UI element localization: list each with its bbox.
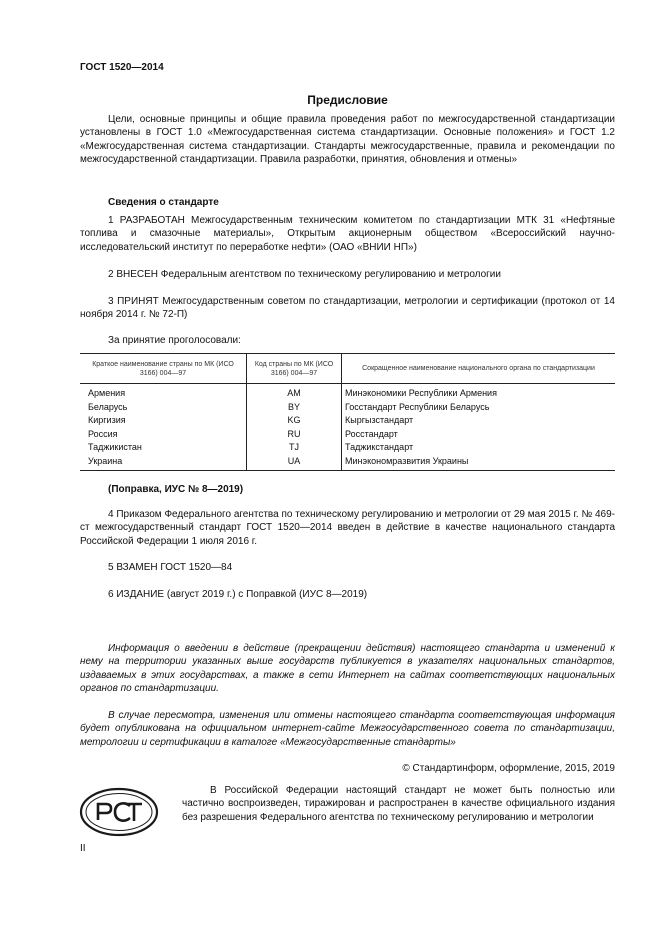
country-cell: Беларусь [88, 401, 128, 412]
table-row [80, 414, 615, 428]
rst-certification-mark-icon [78, 786, 160, 843]
table-header-country: Краткое наименование страны по МК (ИСО 3166) 004—97 [80, 354, 247, 384]
table-row [80, 428, 615, 442]
authority-cell: Росстандарт [342, 428, 616, 442]
item-1: 1 РАЗРАБОТАН Межгосударственным техническим комитетом по стандартизации МТК 31 «Нефтяные топлива и смазочные материалы», Открытым акционерным обществом «Всероссийский научно-исследовательский институт по переработке нефти» (ОАО «ВНИИ НП») [80, 215, 615, 253]
table-row [80, 455, 615, 471]
table-header-code: Код страны по МК (ИСО 3166) 004—97 [247, 354, 342, 384]
item-2: 2 ВНЕСЕН Федеральным агентством по техническому регулированию и метрологии [108, 269, 501, 280]
country-cell: Украина [80, 455, 247, 471]
table-header-authority: Сокращенное наименование национального органа по стандартизации [342, 354, 616, 384]
code-cell: TJ [247, 441, 342, 455]
country-cell: Киргизия [88, 415, 126, 425]
countries-table [80, 353, 615, 471]
amendment-note: (Поправка, ИУС № 8—2019) [108, 484, 244, 495]
item-5: 5 ВЗАМЕН ГОСТ 1520—84 [108, 562, 233, 573]
code-cell: UA [247, 455, 342, 471]
section-subheading: Сведения о стандарте [108, 197, 219, 208]
table-row [80, 441, 615, 455]
code-cell: BY [247, 401, 342, 415]
authority-cell: Таджикстандарт [342, 441, 616, 455]
table-header-row [80, 354, 615, 384]
code-cell: RU [247, 428, 342, 442]
item-3: 3 ПРИНЯТ Межгосударственным советом по стандартизации, метрологии и сертификации (протокол от 14 ноября 2014 г. № 72-П) [80, 296, 615, 321]
info-paragraph-1: Информация о введении в действие (прекращении действия) настоящего стандарта и изменений к нему на территории указанных выше государств публикуется в указателях национальных стандартов, издаваемых в этих государствах, а также в сети Интернет на сайтах соответствующих национальных органов по стандартизации. [80, 643, 615, 695]
authority-cell: Минэкономразвития Украины [342, 455, 616, 471]
page-number: II [80, 843, 86, 854]
info-paragraph-2: В случае пересмотра, изменения или отмены настоящего стандарта соответствующая информация будет опубликована на официальном интернет-сайте Межгосударственного совета по стандартизации, метрологии и сертификации в каталоге «Межгосударственные стандарты» [80, 710, 615, 748]
authority-cell: Минэкономики Республики Армения [342, 384, 616, 401]
country-cell: Таджикистан [88, 442, 142, 452]
voted-label: За принятие проголосовали: [108, 335, 241, 346]
page-title: Предисловие [307, 93, 388, 107]
copyright-line: © Стандартинформ, оформление, 2015, 2019 [402, 763, 615, 774]
authority-cell: Кыргызстандарт [342, 414, 616, 428]
reproduction-notice: В Российской Федерации настоящий стандарт не может быть полностью или частично воспроизведен, тиражирован и распространен в качестве официального издания без разрешения Федерального агентства по техническому регулированию и метрологии [182, 785, 615, 823]
table-row [80, 384, 615, 401]
item-4: 4 Приказом Федерального агентства по техническому регулированию и метрологии от 29 мая 2015 г. № 469-ст межгосударственный стандарт ГОСТ 1520—2014 введен в действие в качестве национального стандарта Российской Федерации 1 июля 2016 г. [80, 509, 615, 547]
code-cell: AM [247, 384, 342, 401]
intro-paragraph: Цели, основные принципы и общие правила проведения работ по межгосударственной стандартизации установлены в ГОСТ 1.0 «Межгосударственная система стандартизации. Основные положения» и ГОСТ 1.2 «Межгосударственная система стандартизации. Стандарты межгосударственные, правила и рекомендации по межгосударственной стандартизации. Правила разработки, принятия, обновления и отмены» [80, 114, 615, 166]
document-id: ГОСТ 1520—2014 [80, 62, 164, 73]
country-cell: Россия [88, 428, 118, 439]
item-6: 6 ИЗДАНИЕ (август 2019 г.) с Поправкой (ИУС 8—2019) [108, 589, 368, 600]
code-cell: KG [247, 414, 342, 428]
authority-cell: Госстандарт Республики Беларусь [342, 401, 616, 415]
country-cell: Армения [88, 388, 126, 398]
table-row [80, 401, 615, 415]
